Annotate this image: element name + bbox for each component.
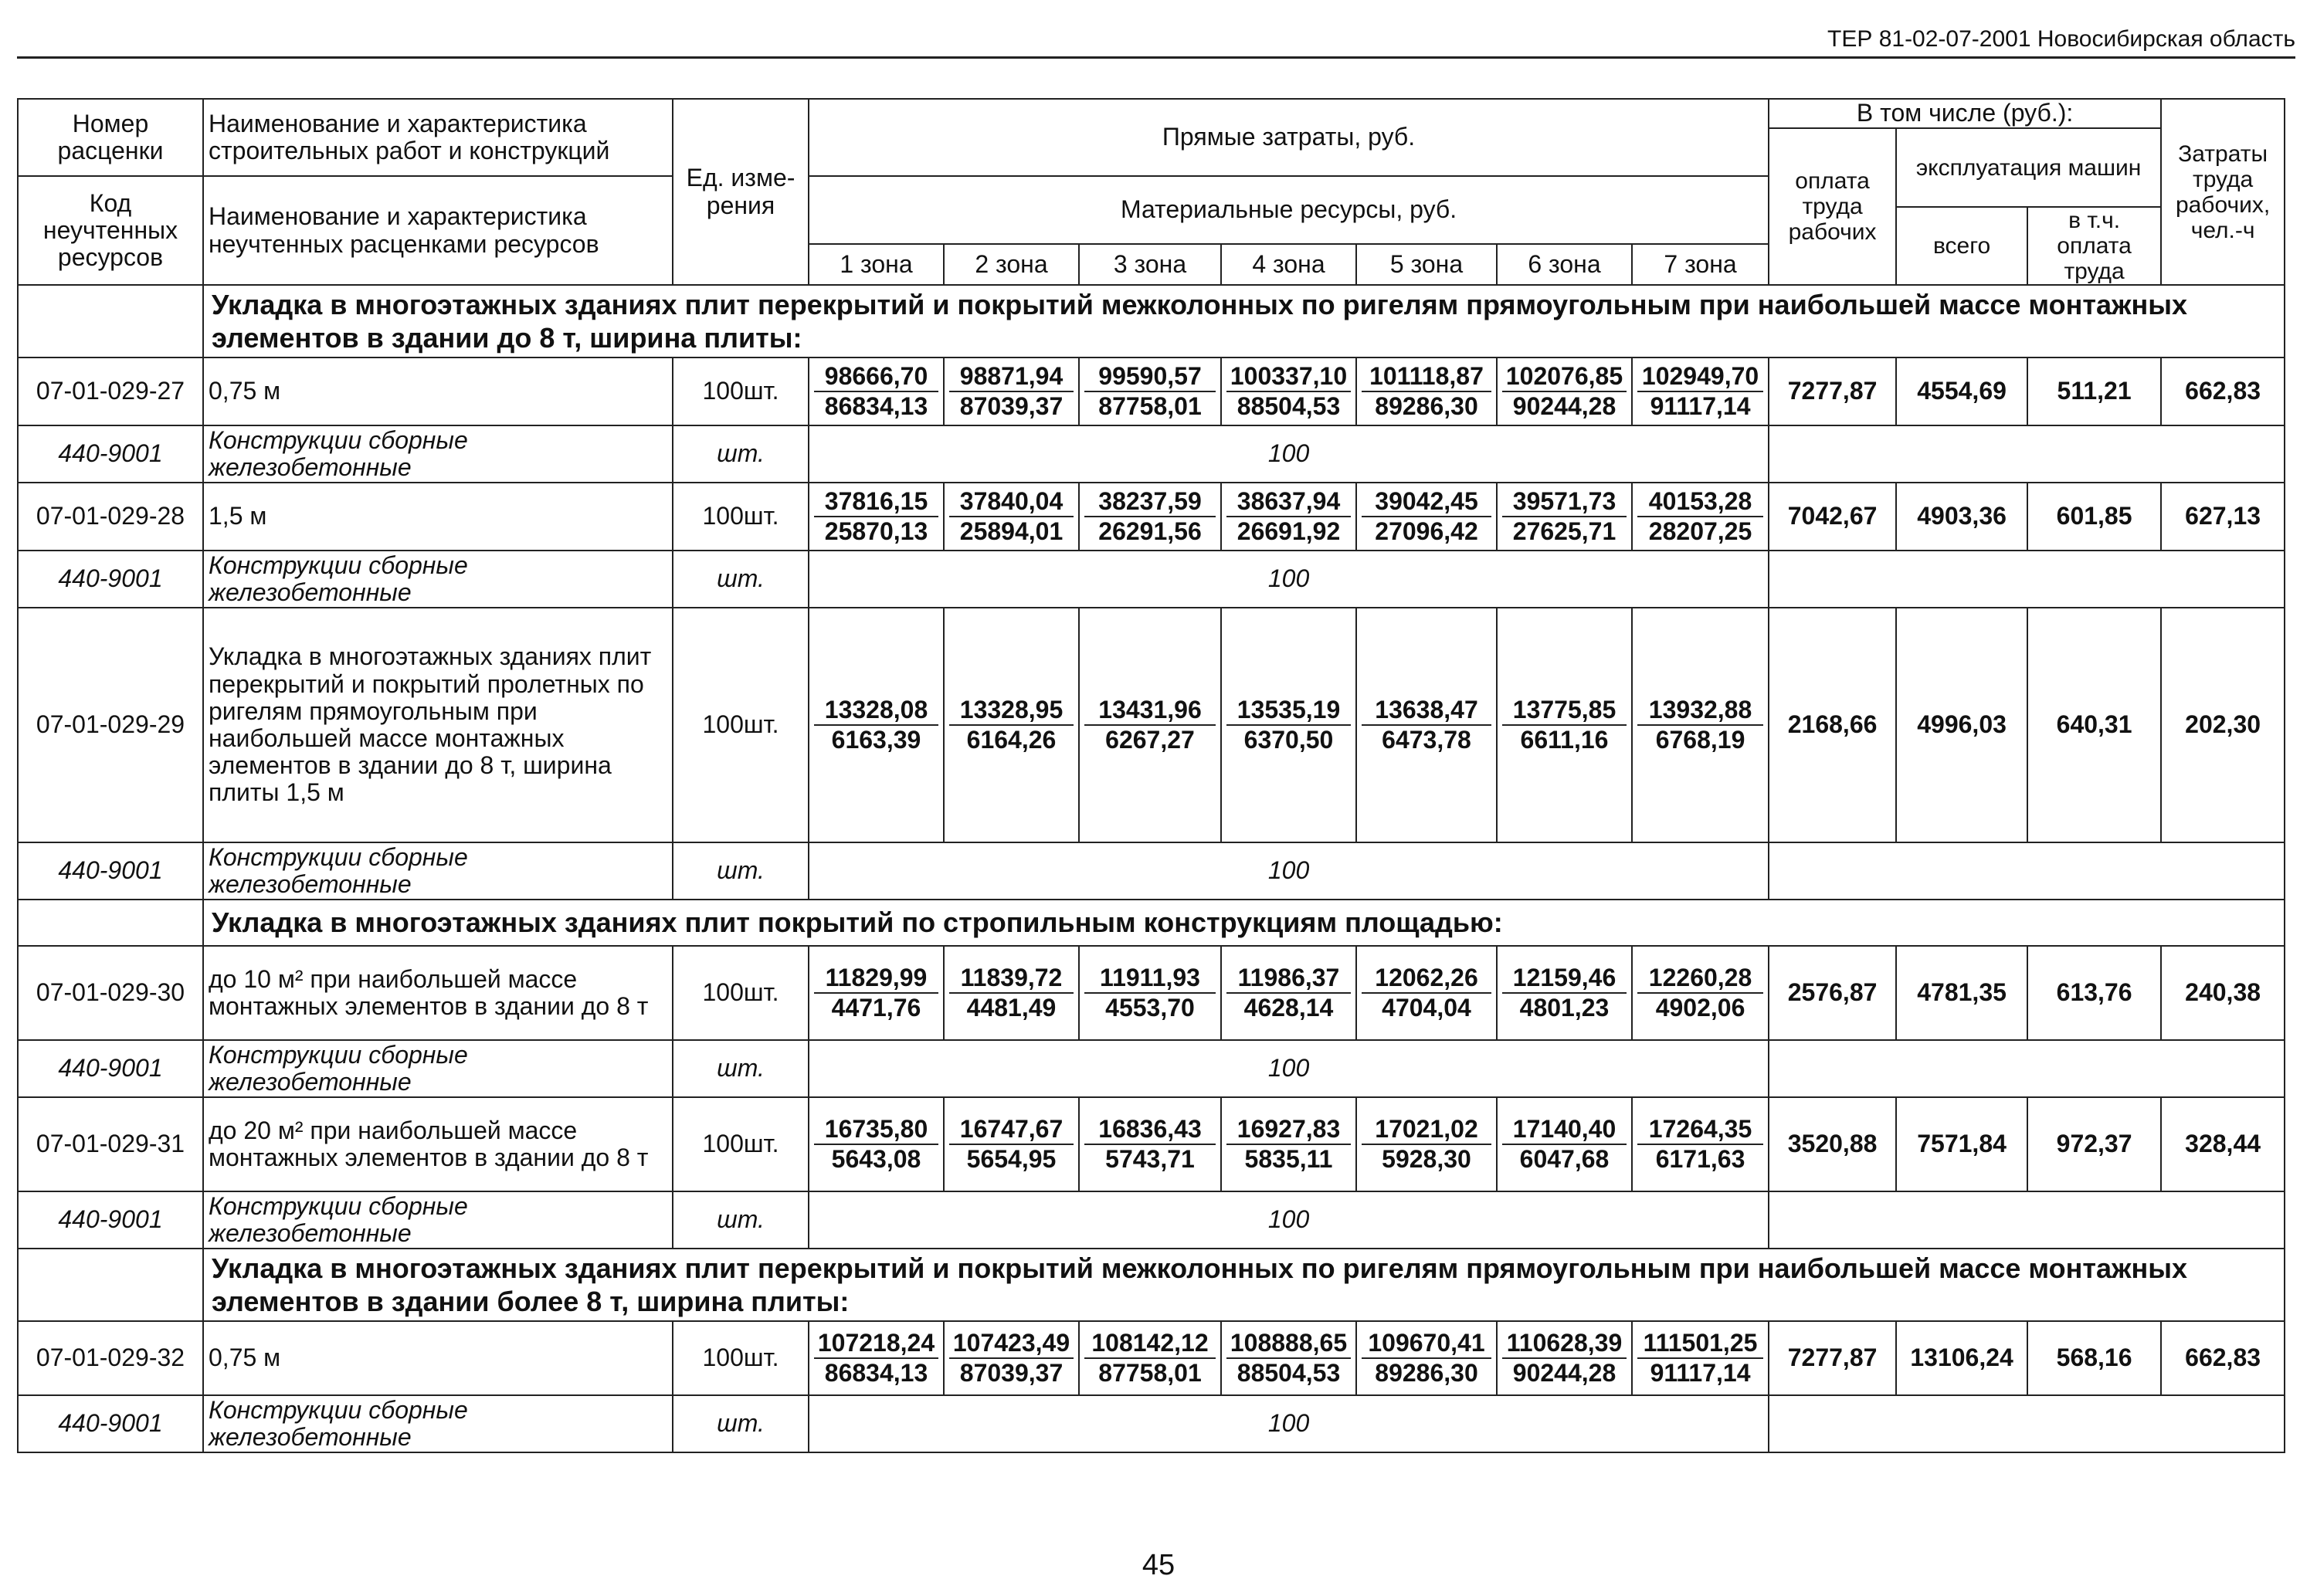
zone-cost-cell bbox=[1079, 357, 1221, 425]
material-cost-value: 87758,01 bbox=[1098, 392, 1202, 420]
material-cost-value: 28207,25 bbox=[1648, 517, 1752, 545]
resource-code: 440-9001 bbox=[18, 425, 203, 483]
zone-cost-cell bbox=[1221, 608, 1356, 842]
material-cost-value: 86834,13 bbox=[824, 1359, 928, 1387]
rate-code: 07-01-029-27 bbox=[18, 357, 203, 425]
material-cost-value: 5835,11 bbox=[1244, 1145, 1333, 1173]
material-cost-value: 4481,49 bbox=[966, 994, 1057, 1022]
machines-pay-value: 972,37 bbox=[2027, 1097, 2161, 1191]
direct-cost-value: 38237,59 bbox=[1084, 486, 1216, 517]
direct-cost-value: 13775,85 bbox=[1502, 695, 1627, 726]
labor-pay-value: 7277,87 bbox=[1769, 357, 1896, 425]
header-direct-costs: Прямые затраты, руб. bbox=[809, 99, 1769, 176]
direct-cost-value: 40153,28 bbox=[1637, 486, 1763, 517]
material-cost-value: 6768,19 bbox=[1655, 726, 1745, 754]
direct-cost-value: 12159,46 bbox=[1502, 963, 1627, 994]
zone-cost-cell bbox=[944, 946, 1079, 1040]
machines-total-value: 4903,36 bbox=[1896, 483, 2027, 551]
resource-name: Конструкции сборные железобетонные bbox=[203, 425, 673, 483]
material-cost-value: 25894,01 bbox=[959, 517, 1064, 545]
zone-cost-cell bbox=[944, 608, 1079, 842]
material-cost-value: 91117,14 bbox=[1650, 392, 1751, 420]
resource-quantity: 100 bbox=[809, 842, 1769, 900]
zone-cost-cell bbox=[809, 357, 944, 425]
direct-cost-value: 13431,96 bbox=[1084, 695, 1216, 726]
rate-row bbox=[18, 946, 2285, 1040]
rate-row bbox=[18, 608, 2285, 842]
material-cost-value: 4902,06 bbox=[1655, 994, 1745, 1022]
direct-cost-value: 12062,26 bbox=[1362, 963, 1491, 994]
direct-cost-value: 16735,80 bbox=[814, 1114, 938, 1145]
zone-cost-cell bbox=[1632, 483, 1769, 551]
material-cost-value: 4704,04 bbox=[1382, 994, 1471, 1022]
resource-name: Конструкции сборные железобетонные bbox=[203, 551, 673, 608]
page-number: 45 bbox=[1142, 1549, 1175, 1581]
resource-row bbox=[18, 1040, 2285, 1097]
labor-hours-value: 627,13 bbox=[2161, 483, 2285, 551]
rate-code: 07-01-029-32 bbox=[18, 1321, 203, 1395]
zone-cost-cell bbox=[1632, 1321, 1769, 1395]
material-cost-value: 6047,68 bbox=[1519, 1145, 1610, 1173]
zone-cost-cell bbox=[944, 1321, 1079, 1395]
material-cost-value: 27096,42 bbox=[1375, 517, 1478, 545]
direct-cost-value: 38637,94 bbox=[1226, 486, 1351, 517]
header-machine-ops: эксплуатация машин bbox=[1896, 128, 2161, 207]
direct-cost-value: 17021,02 bbox=[1362, 1114, 1491, 1145]
machines-total-value: 4996,03 bbox=[1896, 608, 2027, 842]
rate-unit: 100шт. bbox=[673, 946, 809, 1040]
labor-hours-value: 240,38 bbox=[2161, 946, 2285, 1040]
direct-cost-value: 17264,35 bbox=[1637, 1114, 1763, 1145]
section-code-cell bbox=[18, 285, 203, 357]
direct-cost-value: 37816,15 bbox=[814, 486, 938, 517]
material-cost-value: 90244,28 bbox=[1512, 392, 1616, 420]
resource-unit: шт. bbox=[673, 842, 809, 900]
resource-code: 440-9001 bbox=[18, 842, 203, 900]
zone-cost-cell bbox=[1221, 1097, 1356, 1191]
rate-name: 0,75 м bbox=[203, 1321, 673, 1395]
header-machines-total: всего bbox=[1896, 207, 2027, 285]
direct-cost-value: 107423,49 bbox=[949, 1328, 1074, 1359]
labor-hours-value: 662,83 bbox=[2161, 357, 2285, 425]
material-cost-value: 87039,37 bbox=[959, 392, 1064, 420]
resource-row bbox=[18, 1191, 2285, 1249]
resource-code: 440-9001 bbox=[18, 1191, 203, 1249]
rate-code: 07-01-029-28 bbox=[18, 483, 203, 551]
resource-empty-cell bbox=[1769, 551, 2285, 608]
material-cost-value: 6163,39 bbox=[831, 726, 921, 754]
material-cost-value: 6370,50 bbox=[1243, 726, 1334, 754]
zone-cost-cell bbox=[1079, 946, 1221, 1040]
resource-row bbox=[18, 842, 2285, 900]
direct-cost-value: 102076,85 bbox=[1502, 361, 1627, 392]
section-title: Укладка в многоэтажных зданиях плит покрытий по стропильным конструкциям площадью: bbox=[203, 900, 2285, 946]
resource-quantity: 100 bbox=[809, 551, 1769, 608]
material-cost-value: 6473,78 bbox=[1382, 726, 1471, 754]
resource-empty-cell bbox=[1769, 1395, 2285, 1452]
material-cost-value: 88504,53 bbox=[1237, 392, 1341, 420]
section-row bbox=[18, 900, 2285, 946]
material-cost-value: 87039,37 bbox=[959, 1359, 1064, 1387]
machines-total-value: 4554,69 bbox=[1896, 357, 2027, 425]
header-uncounted-code: Код неучтенных ресурсов bbox=[18, 176, 203, 285]
section-code-cell bbox=[18, 1249, 203, 1321]
direct-cost-value: 11986,37 bbox=[1226, 963, 1351, 994]
resource-empty-cell bbox=[1769, 1040, 2285, 1097]
zone-cost-cell bbox=[809, 1097, 944, 1191]
direct-cost-value: 39042,45 bbox=[1362, 486, 1491, 517]
resource-unit: шт. bbox=[673, 551, 809, 608]
material-cost-value: 6611,16 bbox=[1520, 726, 1609, 754]
direct-cost-value: 13535,19 bbox=[1226, 695, 1351, 726]
zone-cost-cell bbox=[944, 357, 1079, 425]
zone-header: 6 зона bbox=[1497, 244, 1632, 285]
zone-cost-cell bbox=[1356, 483, 1497, 551]
header-materials: Материальные ресурсы, руб. bbox=[809, 176, 1769, 244]
direct-cost-value: 13328,95 bbox=[949, 695, 1074, 726]
material-cost-value: 87758,01 bbox=[1098, 1359, 1202, 1387]
zone-cost-cell bbox=[1497, 483, 1632, 551]
header-uncounted-name: Наименование и характеристика неучтенных расценками ресурсов bbox=[203, 176, 673, 285]
direct-cost-value: 98871,94 bbox=[949, 361, 1074, 392]
rate-unit: 100шт. bbox=[673, 483, 809, 551]
zone-cost-cell bbox=[1079, 1321, 1221, 1395]
document-header: ТЕР 81-02-07-2001 Новосибирская область bbox=[1827, 26, 2295, 52]
direct-cost-value: 109670,41 bbox=[1362, 1328, 1491, 1359]
material-cost-value: 26691,92 bbox=[1237, 517, 1341, 545]
labor-hours-value: 202,30 bbox=[2161, 608, 2285, 842]
direct-cost-value: 13932,88 bbox=[1637, 695, 1763, 726]
material-cost-value: 91117,14 bbox=[1650, 1359, 1751, 1387]
direct-cost-value: 107218,24 bbox=[814, 1328, 938, 1359]
direct-cost-value: 100337,10 bbox=[1226, 361, 1351, 392]
zone-cost-cell bbox=[1497, 608, 1632, 842]
rate-code: 07-01-029-30 bbox=[18, 946, 203, 1040]
zone-cost-cell bbox=[944, 1097, 1079, 1191]
machines-total-value: 13106,24 bbox=[1896, 1321, 2027, 1395]
zone-cost-cell bbox=[1221, 483, 1356, 551]
rate-name: до 20 м² при наибольшей массе монтажных элементов в здании до 8 т bbox=[203, 1097, 673, 1191]
rate-code: 07-01-029-29 bbox=[18, 608, 203, 842]
resource-unit: шт. bbox=[673, 425, 809, 483]
direct-cost-value: 39571,73 bbox=[1502, 486, 1627, 517]
material-cost-value: 90244,28 bbox=[1512, 1359, 1616, 1387]
zone-cost-cell bbox=[1079, 483, 1221, 551]
rate-code: 07-01-029-31 bbox=[18, 1097, 203, 1191]
labor-pay-value: 2576,87 bbox=[1769, 946, 1896, 1040]
resource-quantity: 100 bbox=[809, 425, 1769, 483]
direct-cost-value: 12260,28 bbox=[1637, 963, 1763, 994]
rate-row bbox=[18, 1321, 2285, 1395]
zone-header: 5 зона bbox=[1356, 244, 1497, 285]
material-cost-value: 89286,30 bbox=[1375, 1359, 1478, 1387]
zone-cost-cell bbox=[1497, 1097, 1632, 1191]
direct-cost-value: 99590,57 bbox=[1084, 361, 1216, 392]
resource-code: 440-9001 bbox=[18, 1395, 203, 1452]
resource-row bbox=[18, 551, 2285, 608]
material-cost-value: 88504,53 bbox=[1237, 1359, 1341, 1387]
direct-cost-value: 11839,72 bbox=[949, 963, 1074, 994]
direct-cost-value: 13638,47 bbox=[1362, 695, 1491, 726]
direct-cost-value: 37840,04 bbox=[949, 486, 1074, 517]
material-cost-value: 89286,30 bbox=[1375, 392, 1478, 420]
rate-name: 1,5 м bbox=[203, 483, 673, 551]
zone-cost-cell bbox=[809, 483, 944, 551]
zone-cost-cell bbox=[1356, 1097, 1497, 1191]
resource-name: Конструкции сборные железобетонные bbox=[203, 1191, 673, 1249]
material-cost-value: 26291,56 bbox=[1098, 517, 1202, 545]
direct-cost-value: 108888,65 bbox=[1226, 1328, 1351, 1359]
rate-unit: 100шт. bbox=[673, 1321, 809, 1395]
resource-code: 440-9001 bbox=[18, 551, 203, 608]
rates-table bbox=[17, 98, 2285, 1453]
material-cost-value: 25870,13 bbox=[824, 517, 928, 545]
section-row bbox=[18, 1249, 2285, 1321]
labor-pay-value: 7277,87 bbox=[1769, 1321, 1896, 1395]
rate-row bbox=[18, 357, 2285, 425]
zone-cost-cell bbox=[1497, 357, 1632, 425]
zone-header: 7 зона bbox=[1632, 244, 1769, 285]
material-cost-value: 6171,63 bbox=[1655, 1145, 1745, 1173]
machines-pay-value: 601,85 bbox=[2027, 483, 2161, 551]
header-rule bbox=[17, 56, 2295, 59]
resource-unit: шт. bbox=[673, 1191, 809, 1249]
section-row bbox=[18, 285, 2285, 357]
resource-row bbox=[18, 1395, 2285, 1452]
zone-cost-cell bbox=[944, 483, 1079, 551]
zone-header: 2 зона bbox=[944, 244, 1079, 285]
zone-cost-cell bbox=[1079, 1097, 1221, 1191]
direct-cost-value: 11829,99 bbox=[814, 963, 938, 994]
zone-cost-cell bbox=[1497, 1321, 1632, 1395]
resource-unit: шт. bbox=[673, 1395, 809, 1452]
section-code-cell bbox=[18, 900, 203, 946]
direct-cost-value: 108142,12 bbox=[1084, 1328, 1216, 1359]
machines-pay-value: 613,76 bbox=[2027, 946, 2161, 1040]
zone-cost-cell bbox=[1632, 1097, 1769, 1191]
resource-unit: шт. bbox=[673, 1040, 809, 1097]
machines-total-value: 4781,35 bbox=[1896, 946, 2027, 1040]
direct-cost-value: 17140,40 bbox=[1502, 1114, 1627, 1145]
header-including: В том числе (руб.): bbox=[1769, 99, 2161, 128]
zone-cost-cell bbox=[1356, 608, 1497, 842]
resource-empty-cell bbox=[1769, 425, 2285, 483]
labor-pay-value: 3520,88 bbox=[1769, 1097, 1896, 1191]
direct-cost-value: 98666,70 bbox=[814, 361, 938, 392]
zone-cost-cell bbox=[809, 946, 944, 1040]
zone-cost-cell bbox=[1632, 608, 1769, 842]
rate-name: Укладка в многоэтажных зданиях плит перекрытий и покрытий пролетных по ригелям прямоугольным при наибольшей массе монтажных элементов в здании до 8 т, ширина плиты 1,5 м bbox=[203, 608, 673, 842]
material-cost-value: 5928,30 bbox=[1382, 1145, 1471, 1173]
zone-cost-cell bbox=[809, 1321, 944, 1395]
zone-cost-cell bbox=[1079, 608, 1221, 842]
direct-cost-value: 110628,39 bbox=[1502, 1328, 1627, 1359]
direct-cost-value: 13328,08 bbox=[814, 695, 938, 726]
zone-cost-cell bbox=[1497, 946, 1632, 1040]
rate-unit: 100шт. bbox=[673, 357, 809, 425]
labor-pay-value: 7042,67 bbox=[1769, 483, 1896, 551]
zone-header: 4 зона bbox=[1221, 244, 1356, 285]
rate-name: 0,75 м bbox=[203, 357, 673, 425]
header-unit: Ед. изме-рения bbox=[673, 99, 809, 285]
direct-cost-value: 16927,83 bbox=[1226, 1114, 1351, 1145]
material-cost-value: 27625,71 bbox=[1512, 517, 1616, 545]
material-cost-value: 6267,27 bbox=[1105, 726, 1195, 754]
rate-unit: 100шт. bbox=[673, 1097, 809, 1191]
zone-cost-cell bbox=[1356, 1321, 1497, 1395]
direct-cost-value: 16747,67 bbox=[949, 1114, 1074, 1145]
zone-cost-cell bbox=[1221, 946, 1356, 1040]
rate-name: до 10 м² при наибольшей массе монтажных элементов в здании до 8 т bbox=[203, 946, 673, 1040]
rate-row bbox=[18, 1097, 2285, 1191]
resource-row bbox=[18, 425, 2285, 483]
resource-name: Конструкции сборные железобетонные bbox=[203, 842, 673, 900]
header-work-name: Наименование и характеристика строительных работ и конструкций bbox=[203, 99, 673, 176]
resource-quantity: 100 bbox=[809, 1395, 1769, 1452]
machines-pay-value: 511,21 bbox=[2027, 357, 2161, 425]
machines-total-value: 7571,84 bbox=[1896, 1097, 2027, 1191]
labor-hours-value: 662,83 bbox=[2161, 1321, 2285, 1395]
zone-header: 3 зона bbox=[1079, 244, 1221, 285]
resource-name: Конструкции сборные железобетонные bbox=[203, 1395, 673, 1452]
zone-cost-cell bbox=[809, 608, 944, 842]
material-cost-value: 4471,76 bbox=[831, 994, 921, 1022]
machines-pay-value: 640,31 bbox=[2027, 608, 2161, 842]
labor-hours-value: 328,44 bbox=[2161, 1097, 2285, 1191]
direct-cost-value: 101118,87 bbox=[1362, 361, 1491, 392]
zone-cost-cell bbox=[1632, 946, 1769, 1040]
zone-header: 1 зона bbox=[809, 244, 944, 285]
material-cost-value: 5643,08 bbox=[831, 1145, 921, 1173]
resource-empty-cell bbox=[1769, 842, 2285, 900]
resource-name: Конструкции сборные железобетонные bbox=[203, 1040, 673, 1097]
rate-unit: 100шт. bbox=[673, 608, 809, 842]
resource-quantity: 100 bbox=[809, 1040, 1769, 1097]
zone-cost-cell bbox=[1632, 357, 1769, 425]
material-cost-value: 4628,14 bbox=[1243, 994, 1334, 1022]
material-cost-value: 6164,26 bbox=[966, 726, 1057, 754]
material-cost-value: 5654,95 bbox=[966, 1145, 1057, 1173]
material-cost-value: 5743,71 bbox=[1105, 1145, 1195, 1173]
direct-cost-value: 11911,93 bbox=[1084, 963, 1216, 994]
direct-cost-value: 16836,43 bbox=[1084, 1114, 1216, 1145]
section-title: Укладка в многоэтажных зданиях плит перекрытий и покрытий межколонных по ригелям прямоугольным при наибольшей массе монтажных элементов в здании более 8 т, ширина плиты: bbox=[203, 1249, 2285, 1321]
labor-pay-value: 2168,66 bbox=[1769, 608, 1896, 842]
material-cost-value: 86834,13 bbox=[824, 392, 928, 420]
zone-cost-cell bbox=[1221, 357, 1356, 425]
material-cost-value: 4801,23 bbox=[1519, 994, 1610, 1022]
direct-cost-value: 102949,70 bbox=[1637, 361, 1763, 392]
resource-code: 440-9001 bbox=[18, 1040, 203, 1097]
header-rate-number: Номер расценки bbox=[18, 99, 203, 176]
zone-cost-cell bbox=[1356, 357, 1497, 425]
section-title: Укладка в многоэтажных зданиях плит перекрытий и покрытий межколонных по ригелям прямоугольным при наибольшей массе монтажных элементов в здании до 8 т, ширина плиты: bbox=[203, 285, 2285, 357]
material-cost-value: 4553,70 bbox=[1105, 994, 1195, 1022]
zone-cost-cell bbox=[1356, 946, 1497, 1040]
header-labor-costs: Затраты труда рабочих, чел.-ч bbox=[2161, 99, 2285, 285]
zone-cost-cell bbox=[1221, 1321, 1356, 1395]
direct-cost-value: 111501,25 bbox=[1637, 1328, 1763, 1359]
resource-quantity: 100 bbox=[809, 1191, 1769, 1249]
rate-row bbox=[18, 483, 2285, 551]
header-machines-pay: в т.ч. оплата труда bbox=[2027, 207, 2161, 285]
machines-pay-value: 568,16 bbox=[2027, 1321, 2161, 1395]
resource-empty-cell bbox=[1769, 1191, 2285, 1249]
header-labor-pay: оплата труда рабочих bbox=[1769, 128, 1896, 285]
